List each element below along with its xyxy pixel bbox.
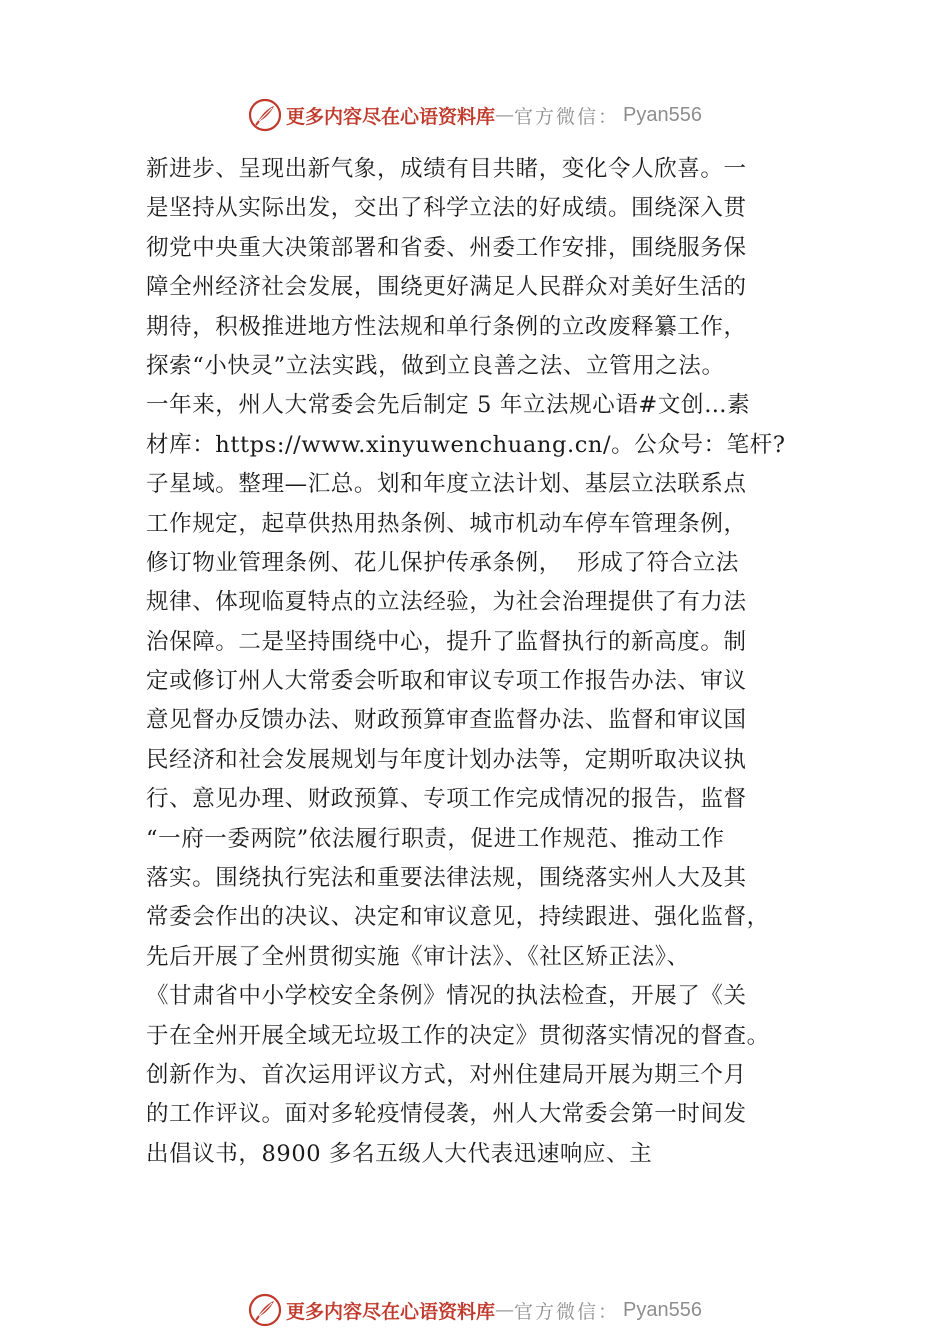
footer-dash: — bbox=[495, 1299, 515, 1321]
header-wechat-id: Pyan556 bbox=[623, 103, 702, 126]
text-line: 《甘肃省中小学校安全条例》情况的执法检查，开展了《关 bbox=[146, 983, 747, 1010]
text-line: 一年来，州人大常委会先后制定 5 年立法规心语#文创…素 bbox=[146, 392, 751, 419]
text-line: 新进步、呈现出新气象，成绩有目共睹，变化令人欣喜。一 bbox=[146, 156, 747, 182]
text-line: 定或修订州人大常委会听取和审议专项工作报告办法、审议 bbox=[146, 668, 747, 695]
text-line: 于在全州开展全域无垃圾工作的决定》贯彻落实情况的督查。 bbox=[146, 1022, 770, 1049]
text-line: 子星域。整理—汇总。划和年度立法计划、基层立法联系点 bbox=[146, 471, 747, 498]
feather-pen-logo-icon bbox=[248, 1293, 282, 1327]
text-line: 材库：https://www.xinyuwenchuang.cn/。公众号：笔杆? bbox=[146, 431, 786, 458]
text-line: 探索“小快灵”立法实践，做到立良善之法、立管用之法。 bbox=[146, 352, 725, 379]
header-banner bbox=[0, 95, 950, 135]
feather-pen-logo-icon bbox=[248, 98, 282, 132]
text-line: 落实。围绕执行宪法和重要法律法规，围绕落实州人大及其 bbox=[146, 865, 747, 892]
text-line: 的工作评议。面对多轮疫情侵袭，州人大常委会第一时间发 bbox=[146, 1101, 747, 1128]
footer-banner bbox=[0, 1290, 950, 1330]
text-line: 规律、体现临夏特点的立法经验，为社会治理提供了有力法 bbox=[146, 589, 747, 616]
text-line: 障全州经济社会发展，围绕更好满足人民群众对美好生活的 bbox=[146, 274, 747, 301]
footer-wechat-label: 官方微信： bbox=[514, 1300, 620, 1323]
footer-wechat-id: Pyan556 bbox=[623, 1298, 702, 1321]
text-line: 修订物业管理条例、花儿保护传承条例， 形成了符合立法 bbox=[146, 549, 740, 576]
text-line: 先后开展了全州贯彻实施《审计法》、《社区矫正法》、 bbox=[146, 943, 690, 970]
text-line: 工作规定，起草供热用热条例、城市机动车停车管理条例， bbox=[146, 510, 747, 537]
text-line: 创新作为、首次运用评议方式，对州住建局开展为期三个月 bbox=[146, 1061, 747, 1088]
text-line: 是坚持从实际出发，交出了科学立法的好成绩。围绕深入贯 bbox=[146, 195, 747, 222]
text-line: 期待，积极推进地方性法规和单行条例的立改废释纂工作， bbox=[146, 313, 747, 340]
footer-brand-text: 更多内容尽在心语资料库 bbox=[286, 1300, 496, 1323]
header-brand-text: 更多内容尽在心语资料库 bbox=[286, 105, 496, 128]
header-dash: — bbox=[495, 104, 515, 126]
text-line: 意见督办反馈办法、财政预算审查监督办法、监督和审议国 bbox=[146, 707, 747, 734]
text-line: 常委会作出的决议、决定和审议意见，持续跟进、强化监督， bbox=[146, 904, 770, 931]
header-wechat-label: 官方微信： bbox=[514, 105, 620, 128]
text-line: 彻党中央重大决策部署和省委、州委工作安排，围绕服务保 bbox=[146, 234, 747, 261]
text-line: 行、意见办理、财政预算、专项工作完成情况的报告，监督 bbox=[146, 786, 747, 813]
text-line: 出倡议书，8900 多名五级人大代表迅速响应、主 bbox=[146, 1140, 653, 1167]
text-line: 治保障。二是坚持围绕中心，提升了监督执行的新高度。制 bbox=[146, 628, 747, 655]
text-line: 民经济和社会发展规划与年度计划办法等，定期听取决议执 bbox=[146, 746, 747, 773]
document-body bbox=[146, 150, 846, 1174]
text-line: “一府一委两院”依法履行职责，促进工作规范、推动工作 bbox=[146, 825, 725, 852]
